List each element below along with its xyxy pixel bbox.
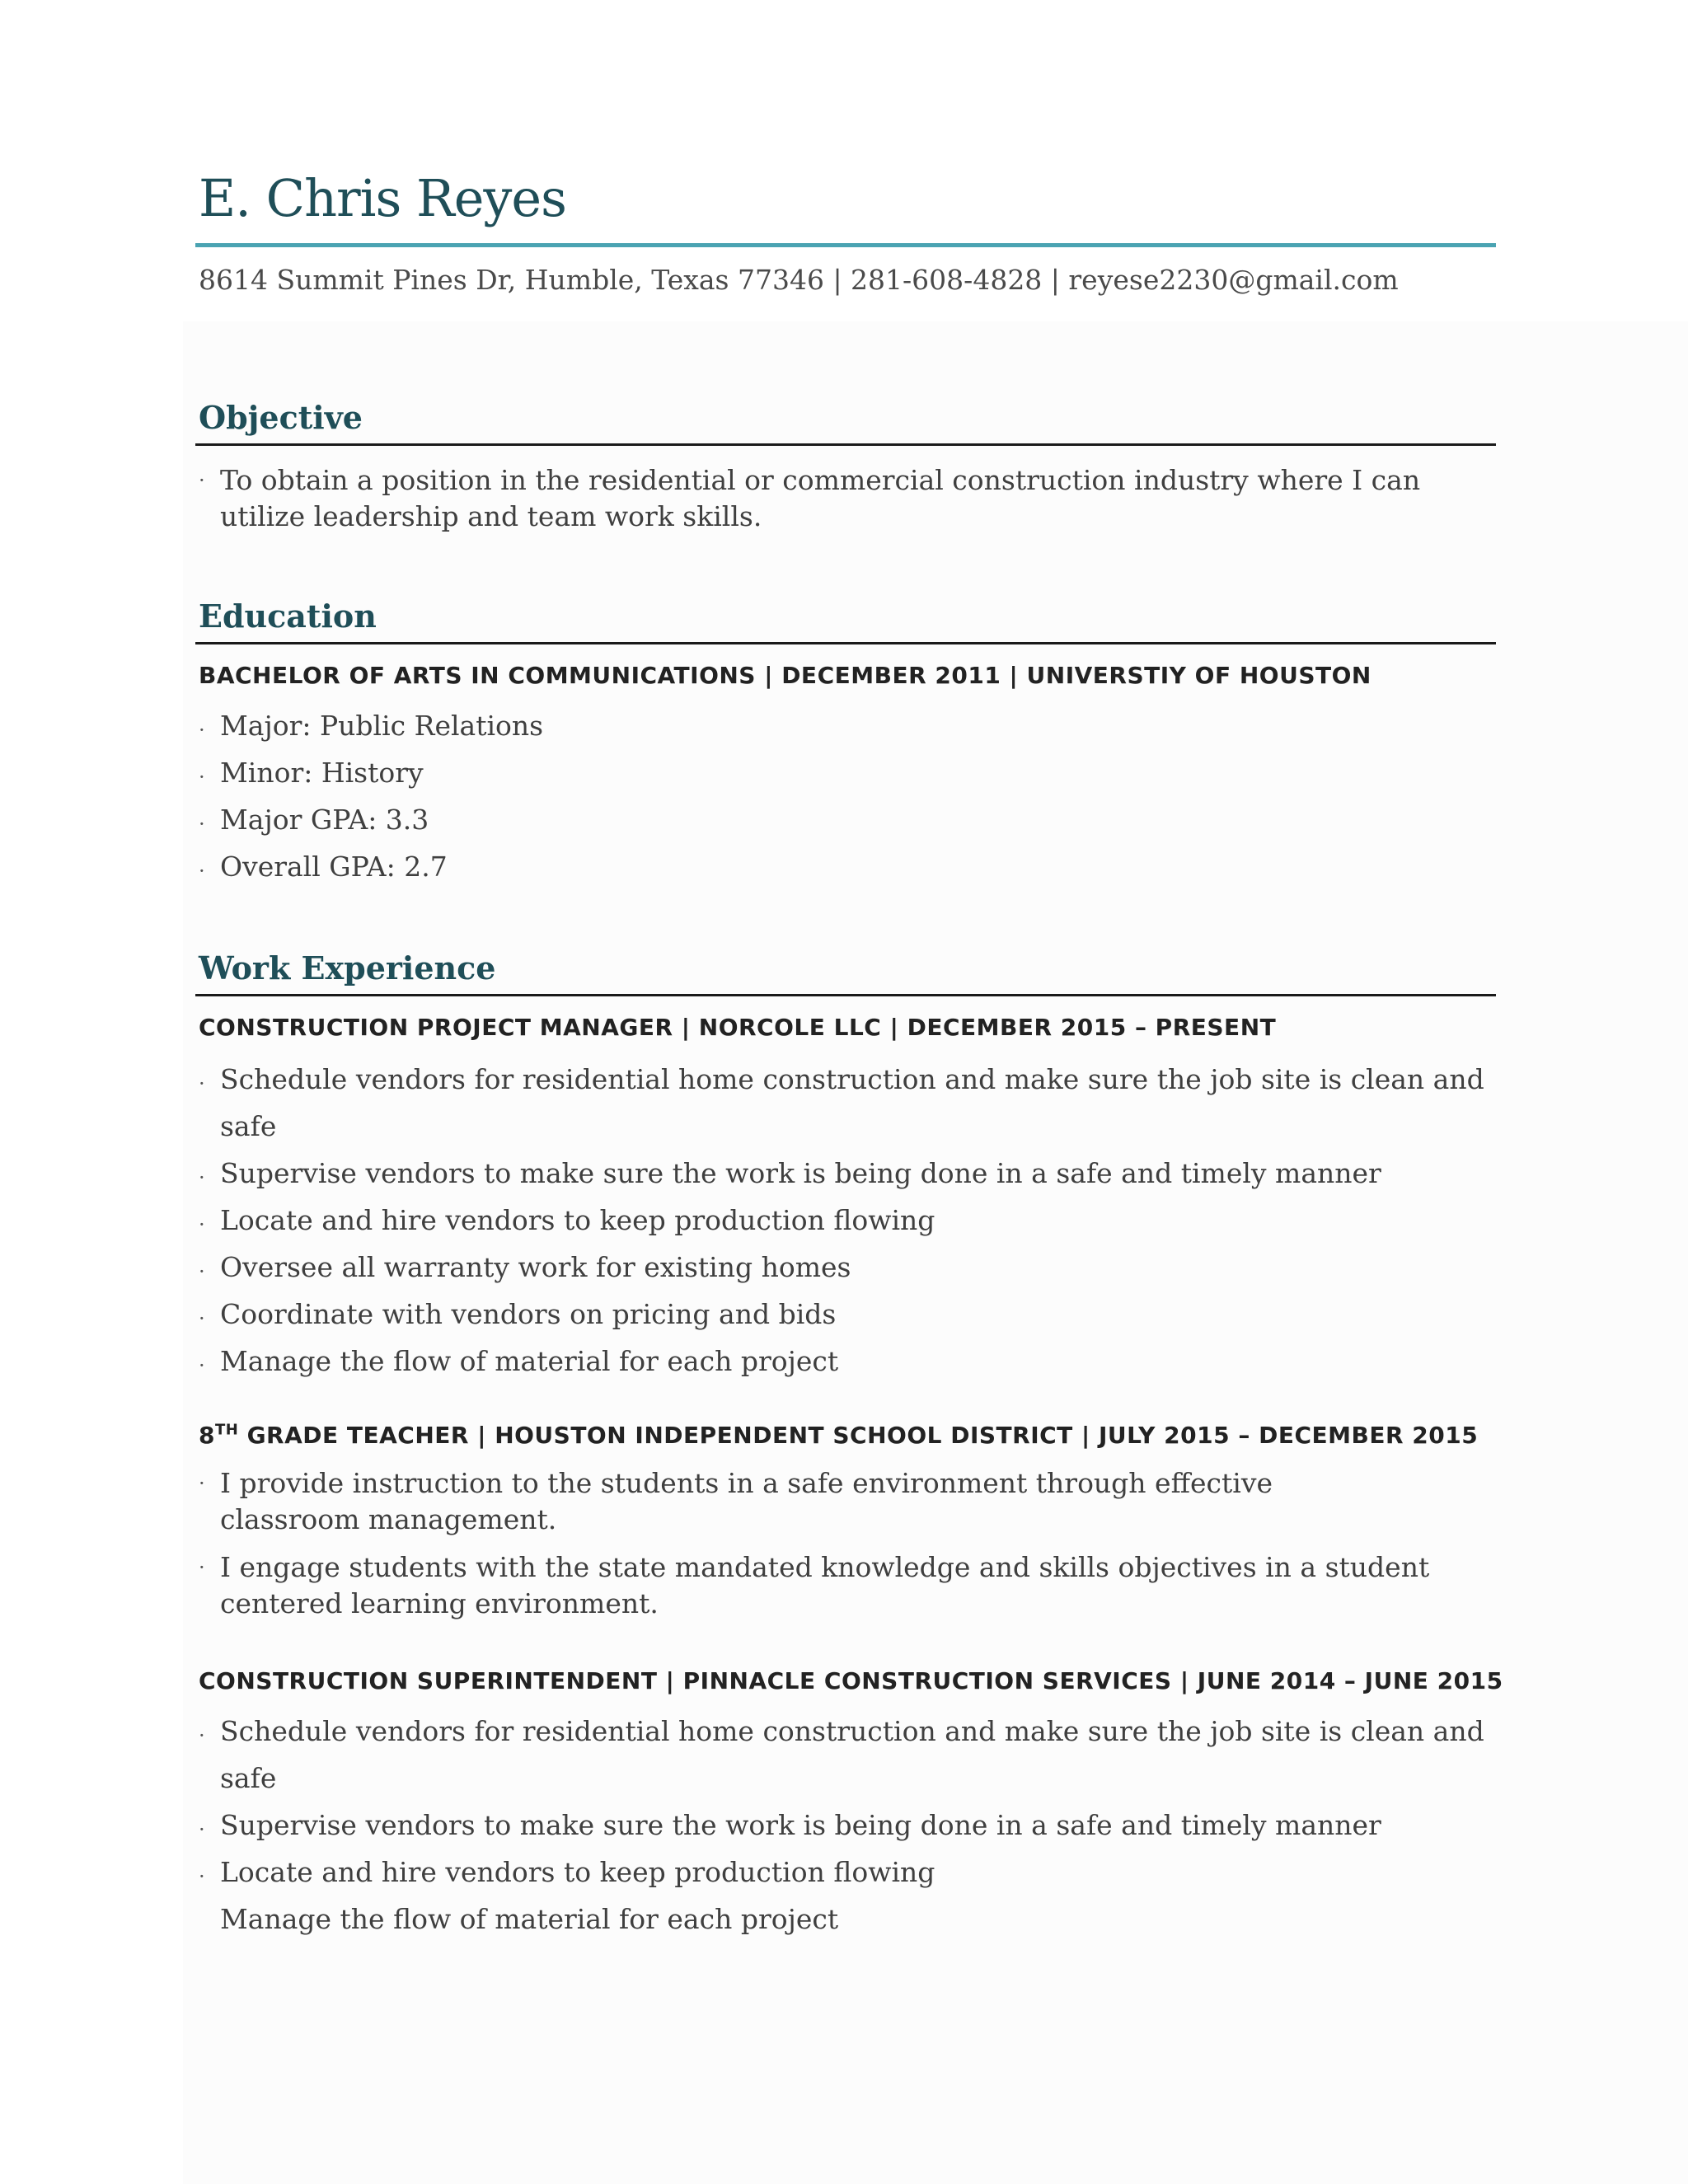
list-item: · Manage the flow of material for each project [199,1338,1496,1385]
bullet-icon: · [199,1556,205,1579]
list-item: · Schedule vendors for residential home construction and make sure the job site is clean and safe [199,1056,1496,1150]
bullet-icon: · [199,1307,205,1330]
job-duties-list [199,1708,1496,1943]
job-heading: 8TH GRADE TEACHER | HOUSTON INDEPENDENT SCHOOL DISTRICT | JULY 2015 – DECEMBER 2015 [199,1421,1479,1449]
bullet-icon: · [199,766,205,789]
bullet-icon: · [199,1354,205,1377]
section-divider [195,642,1496,644]
list-item: Manage the flow of material for each project [220,1903,839,1935]
list-item: · Supervise vendors to make sure the work is being done in a safe and timely manner [199,1802,1496,1849]
list-item: · I engage students with the state mandated knowledge and skills objectives in a student centered learning environment. [199,1551,1430,1619]
bullet-icon: · [199,1260,205,1283]
list-item: · Schedule vendors for residential home construction and make sure the job site is clean and safe [199,1708,1496,1802]
bullet-icon: · [199,1166,205,1189]
education-list [199,702,1496,890]
contact-info: 8614 Summit Pines Dr, Humble, Texas 77346 | 281-608-4828 | reyese2230@gmail.com [199,264,1399,296]
bullet-icon: · [199,1472,205,1495]
section-title-objective: Objective [199,399,363,436]
name-underline [195,243,1496,247]
bullet-icon: · [199,1724,205,1747]
list-item: · Supervise vendors to make sure the work is being done in a safe and timely manner [199,1150,1496,1197]
bullet-icon: · [199,1072,205,1095]
section-divider [195,994,1496,996]
bullet-icon: · [199,860,205,883]
section-divider [195,443,1496,446]
work-experience-section [199,949,1503,1943]
bullet-icon: · [199,1818,205,1841]
list-item: · Locate and hire vendors to keep production flowing [199,1197,1496,1244]
bullet-icon: · [199,813,205,836]
section-title-education: Education [199,598,377,635]
list-item: · Coordinate with vendors on pricing and bids [199,1291,1496,1338]
job-heading: CONSTRUCTION SUPERINTENDENT | PINNACLE CONSTRUCTION SERVICES | JUNE 2014 – JUNE 2015 [199,1667,1503,1694]
list-item: · Oversee all warranty work for existing homes [199,1244,1496,1291]
list-item: · Minor: History [199,749,1496,796]
objective-section [199,399,1496,535]
education-section [199,598,1496,890]
bullet-icon: · [199,1865,205,1888]
list-item: · Major GPA: 3.3 [199,796,1496,843]
candidate-name: E. Chris Reyes [199,168,566,228]
list-item: · Major: Public Relations [199,702,1496,749]
job-heading: CONSTRUCTION PROJECT MANAGER | NORCOLE LLC | DECEMBER 2015 – PRESENT [199,1014,1277,1041]
list-item: · To obtain a position in the residential or commercial construction industry where I can utilize leadership and team work skills. [199,464,1421,532]
job-duties-list [199,1056,1496,1385]
list-item: · I provide instruction to the students in a safe environment through effective classroom management. [199,1467,1273,1535]
list-item: · Overall GPA: 2.7 [199,843,1496,890]
section-title-work-experience: Work Experience [199,949,496,987]
objective-list [199,462,1496,535]
list-item: · Locate and hire vendors to keep production flowing [199,1849,1496,1896]
bullet-icon: · [199,719,205,742]
bullet-icon: · [199,1213,205,1236]
degree-heading: BACHELOR OF ARTS IN COMMUNICATIONS | DECEMBER 2011 | UNIVERSTIY OF HOUSTON [199,662,1372,689]
job-duties-list [199,1465,1496,1622]
bullet-icon: · [199,469,205,492]
